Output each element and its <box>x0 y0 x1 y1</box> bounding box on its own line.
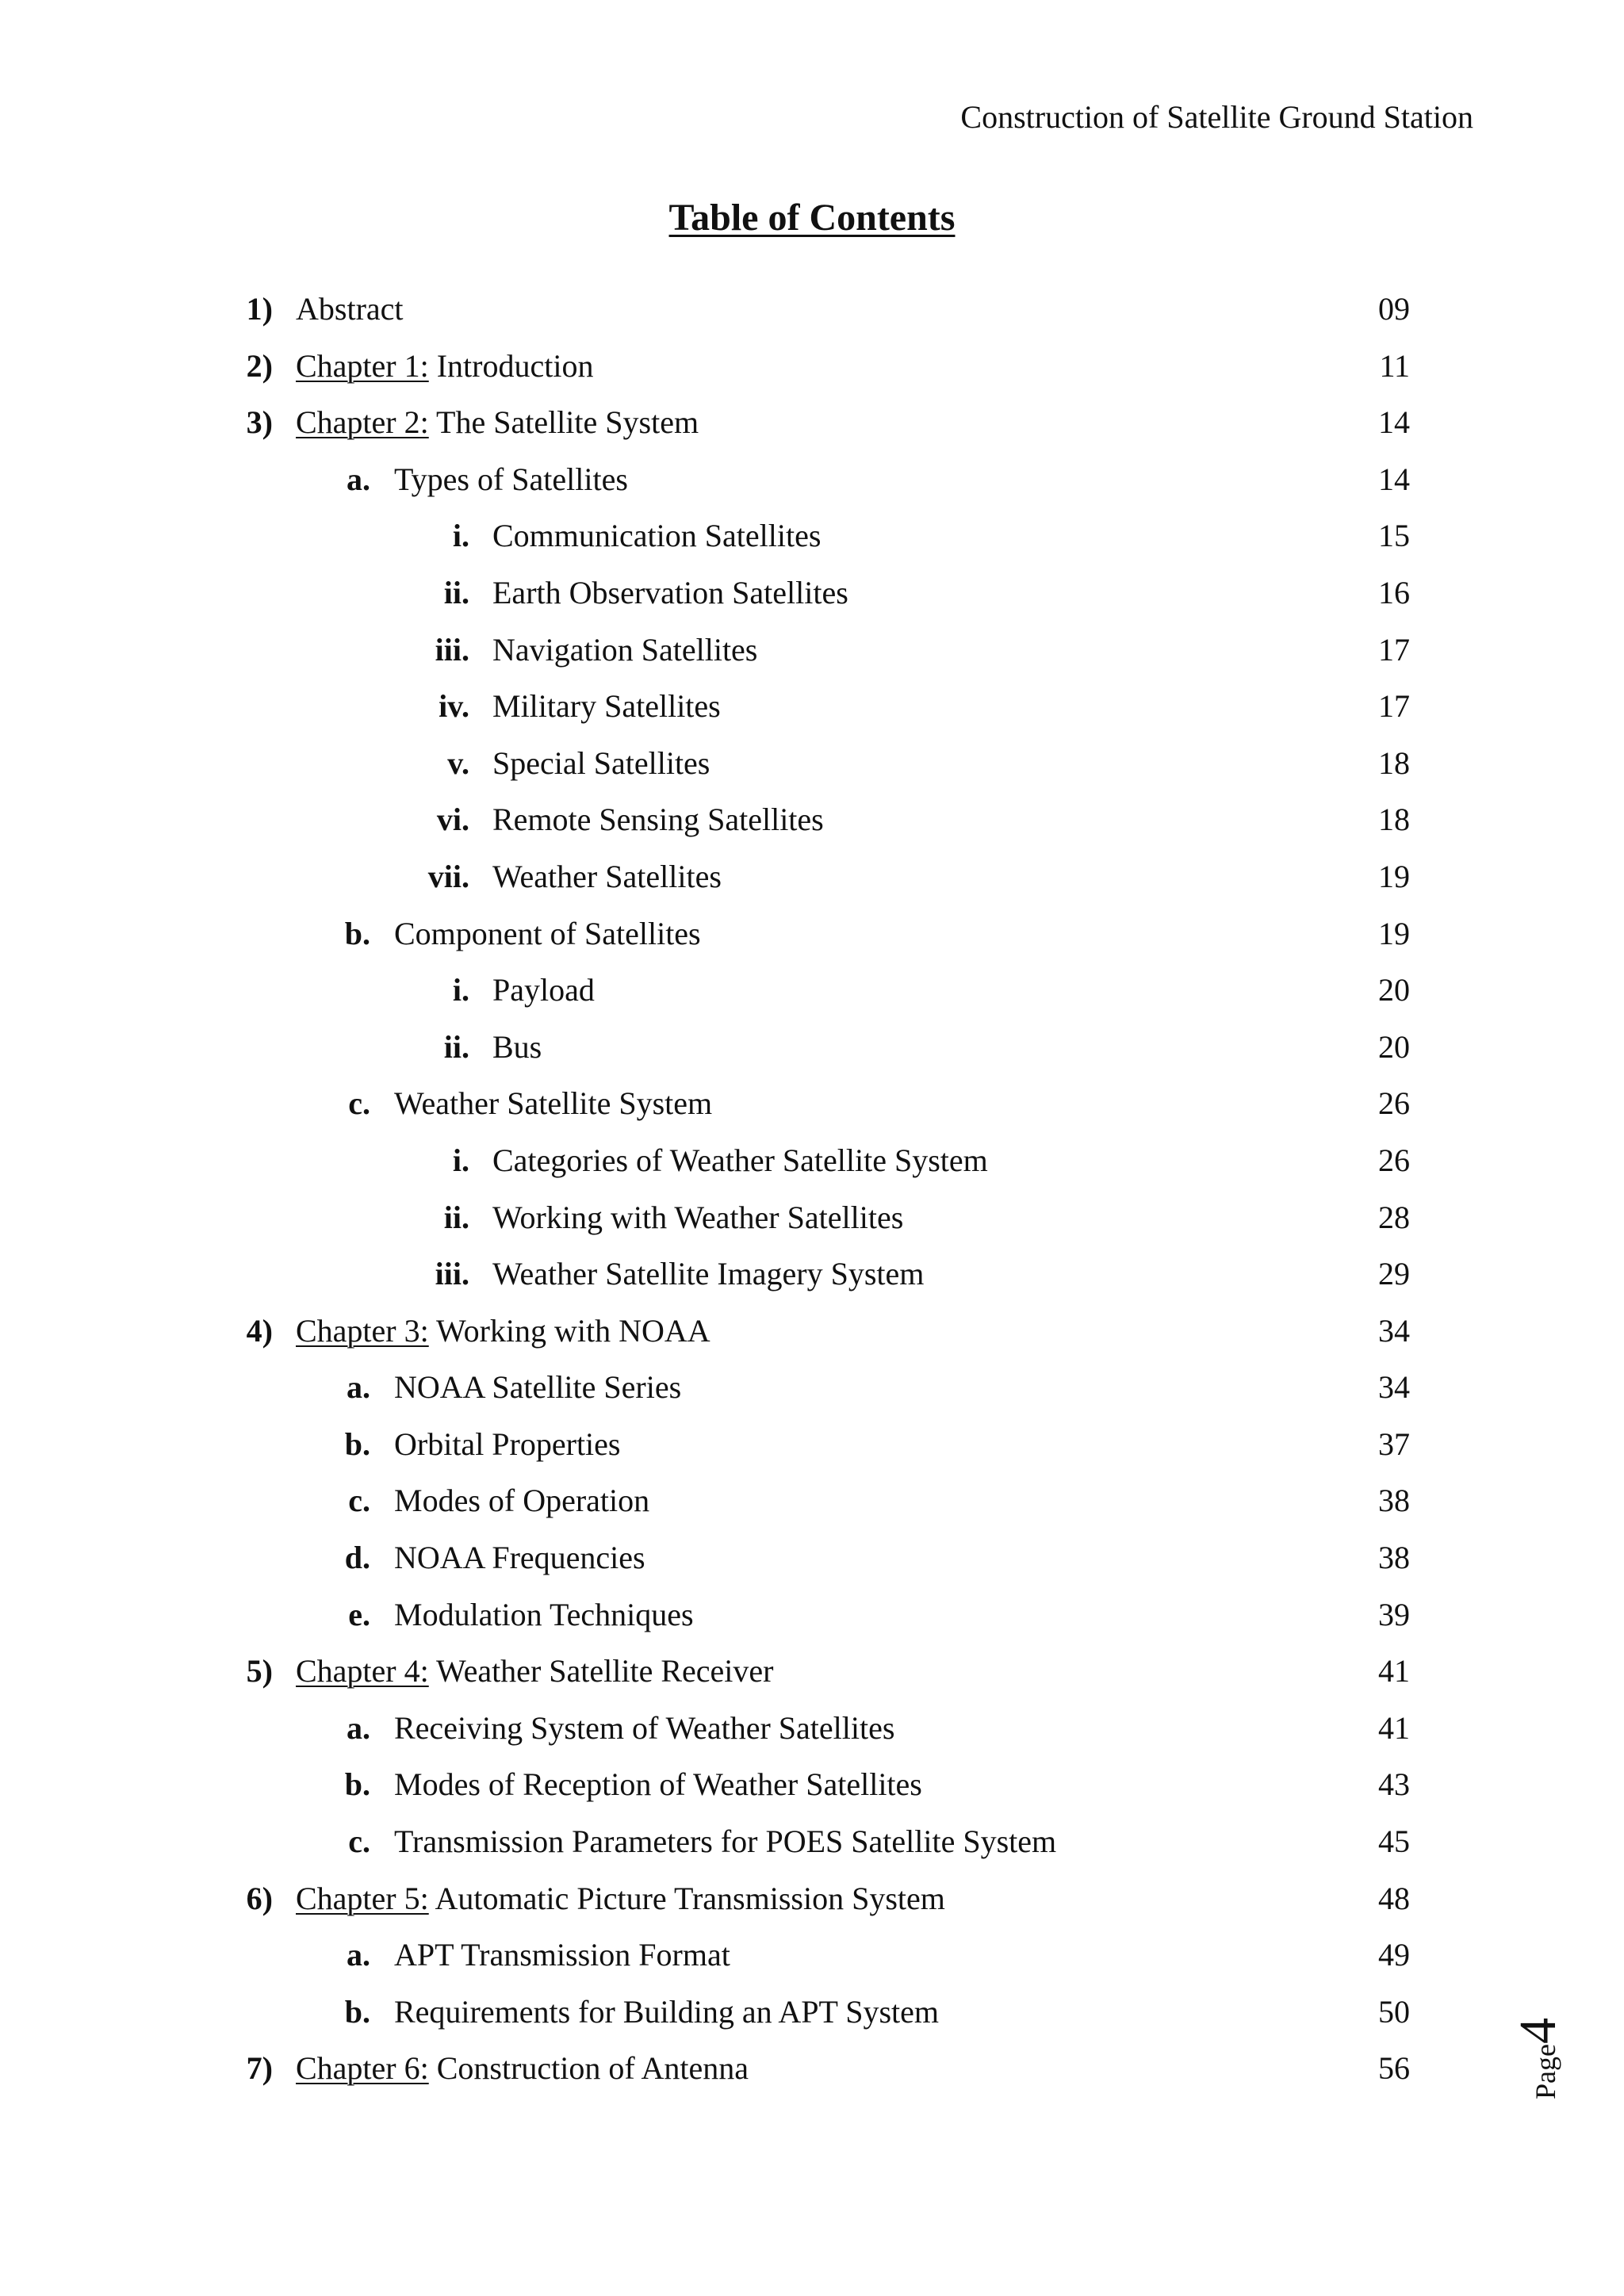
toc-entry-page-number: 14 <box>1378 404 1410 441</box>
toc-entry-page-number: 45 <box>1378 1823 1410 1860</box>
toc-entry-marker: c. <box>348 1085 370 1122</box>
toc-entry-marker: b. <box>344 1425 370 1462</box>
toc-entry-page-number: 17 <box>1378 631 1410 668</box>
toc-entry-text <box>394 1988 939 2036</box>
toc-entry-text <box>394 1421 621 1468</box>
toc-entry-page-number: 29 <box>1378 1256 1410 1292</box>
toc-entry[interactable] <box>0 853 1624 910</box>
toc-chapter-link[interactable]: Chapter 6: <box>296 2050 429 2087</box>
toc-entry-marker: i. <box>452 518 469 554</box>
toc-entry[interactable] <box>0 1591 1624 1648</box>
toc-entry[interactable] <box>0 1421 1624 1478</box>
toc-entry-page-number: 34 <box>1378 1312 1410 1349</box>
toc-entry-marker: a. <box>347 1369 370 1406</box>
toc-entry-title: Introduction <box>428 347 594 384</box>
toc-entry-marker: b. <box>344 915 370 951</box>
toc-entry[interactable] <box>0 740 1624 797</box>
toc-entry-title: Automatic Picture Transmission System <box>428 1880 945 1916</box>
toc-entry-title: Modulation Techniques <box>394 1596 694 1632</box>
toc-entry-page-number: 37 <box>1378 1425 1410 1462</box>
toc-entry-page-number: 14 <box>1378 461 1410 497</box>
running-header: Construction of Satellite Ground Station <box>960 99 1473 135</box>
toc-chapter-link[interactable]: Chapter 4: <box>296 1653 429 1689</box>
toc-entry[interactable] <box>0 796 1624 853</box>
toc-entry[interactable] <box>0 1080 1624 1137</box>
toc-entry[interactable] <box>0 1307 1624 1364</box>
toc-entry-text <box>394 1931 730 1979</box>
toc-entry-text <box>492 683 721 730</box>
toc-entry-text <box>492 626 757 674</box>
toc-entry[interactable] <box>0 399 1624 456</box>
toc-entry-page-number: 19 <box>1378 915 1410 951</box>
toc-entry-title: Working with NOAA <box>428 1312 710 1349</box>
toc-entry[interactable] <box>0 512 1624 569</box>
toc-entry-text <box>394 1591 694 1639</box>
toc-entry-text <box>394 1364 681 1411</box>
toc-entry-marker: d. <box>344 1540 370 1576</box>
toc-entry[interactable] <box>0 1931 1624 1988</box>
toc-entry-title: Communication Satellites <box>492 518 822 554</box>
toc-entry-text <box>492 512 821 560</box>
toc-entry-title: Component of Satellites <box>394 915 701 951</box>
toc-entry[interactable] <box>0 966 1624 1024</box>
toc-entry-marker: ii. <box>443 1199 469 1235</box>
toc-entry-page-number: 16 <box>1378 574 1410 610</box>
toc-entry-text <box>492 1137 988 1184</box>
toc-entry-page-number: 28 <box>1378 1199 1410 1235</box>
toc-chapter-link[interactable]: Chapter 5: <box>296 1880 429 1916</box>
toc-entry-title: Payload <box>492 972 595 1008</box>
toc-entry[interactable] <box>0 1534 1624 1591</box>
toc-entry[interactable] <box>0 1647 1624 1705</box>
toc-entry-marker: e. <box>348 1596 370 1632</box>
toc-entry-marker: iv. <box>439 688 469 725</box>
toc-entry-title: Weather Satellite System <box>394 1085 713 1122</box>
toc-entry-page-number: 49 <box>1378 1937 1410 1973</box>
toc-entry-text <box>394 1705 894 1752</box>
page-footer <box>1509 2012 1568 2099</box>
toc-entry-text <box>492 853 722 901</box>
toc-entry-marker: 3) <box>246 404 273 441</box>
toc-entry-marker: c. <box>348 1483 370 1519</box>
toc-entry[interactable] <box>0 1137 1624 1194</box>
toc-entry-marker: v. <box>447 744 469 781</box>
toc-entry-text <box>296 1647 773 1695</box>
toc-entry-title: Abstract <box>296 291 404 327</box>
toc-title-text: Table of Contents <box>668 197 956 239</box>
toc-entry-title: Weather Satellite Imagery System <box>492 1256 925 1292</box>
toc-entry-title: Types of Satellites <box>394 461 628 497</box>
toc-entry[interactable] <box>0 626 1624 683</box>
toc-entry-text <box>394 1477 649 1525</box>
toc-entry-title: Requirements for Building an APT System <box>394 1993 940 2030</box>
toc-entry[interactable] <box>0 1250 1624 1307</box>
toc-entry-page-number: 43 <box>1378 1766 1410 1803</box>
toc-entry-page-number: 20 <box>1378 972 1410 1008</box>
toc-entry-title: Weather Satellite Receiver <box>428 1653 774 1689</box>
toc-chapter-link[interactable]: Chapter 3: <box>296 1312 429 1349</box>
toc-entry-title: Bus <box>492 1028 542 1065</box>
toc-entry[interactable] <box>0 1194 1624 1251</box>
toc-entry-text <box>492 1194 903 1242</box>
toc-entry-page-number: 18 <box>1378 802 1410 838</box>
toc-entry-page-number: 38 <box>1378 1540 1410 1576</box>
toc-entry[interactable] <box>0 1705 1624 1762</box>
toc-chapter-link[interactable]: Chapter 1: <box>296 347 429 384</box>
toc-entry-marker: 7) <box>246 2050 273 2087</box>
toc-entry-page-number: 39 <box>1378 1596 1410 1632</box>
toc-entry-text <box>492 740 710 787</box>
toc-entry-page-number: 11 <box>1379 347 1410 384</box>
toc-entry[interactable] <box>0 1024 1624 1081</box>
toc-entry[interactable] <box>0 1364 1624 1421</box>
toc-entry-page-number: 41 <box>1378 1653 1410 1689</box>
toc-entry-title: Weather Satellites <box>492 858 722 894</box>
toc-entry-text <box>296 1307 710 1355</box>
page-footer-rotated <box>1509 2012 1568 2099</box>
toc-entry-marker: a. <box>347 1937 370 1973</box>
toc-entry-title: Receiving System of Weather Satellites <box>394 1709 895 1746</box>
toc-entry-text <box>394 1761 922 1808</box>
toc-entry-text <box>394 1818 1056 1866</box>
toc-entry-title: Construction of Antenna <box>428 2050 749 2087</box>
toc-entry-title: Working with Weather Satellites <box>492 1199 904 1235</box>
toc-entry-marker: ii. <box>443 574 469 610</box>
toc-entry-page-number: 56 <box>1378 2050 1410 2087</box>
toc-entry[interactable] <box>0 1988 1624 2045</box>
toc-entry[interactable] <box>0 1875 1624 1932</box>
toc-entry-page-number: 09 <box>1378 291 1410 327</box>
toc-entry-marker: b. <box>344 1766 370 1803</box>
toc-title <box>0 194 1624 242</box>
toc-entry-title: Special Satellites <box>492 744 710 781</box>
toc-entry[interactable] <box>0 1761 1624 1818</box>
toc-entry-title: Military Satellites <box>492 688 721 725</box>
toc-entry[interactable] <box>0 910 1624 967</box>
toc-entry-title: Remote Sensing Satellites <box>492 802 824 838</box>
toc-entry-marker: 2) <box>246 347 273 384</box>
toc-entry-title: Categories of Weather Satellite System <box>492 1142 988 1178</box>
toc-entry-marker: i. <box>452 1142 469 1178</box>
toc-entry-title: Modes of Operation <box>394 1483 650 1519</box>
toc-entry-title: NOAA Frequencies <box>394 1540 645 1576</box>
toc-entry-marker: 6) <box>246 1880 273 1916</box>
toc-entry-text <box>492 569 848 617</box>
toc-entry-title: Transmission Parameters for POES Satellite System <box>394 1823 1057 1860</box>
toc-entry-text <box>394 456 628 503</box>
toc-entry-page-number: 20 <box>1378 1028 1410 1065</box>
toc-entry-page-number: 15 <box>1378 518 1410 554</box>
toc-list <box>0 285 1624 2102</box>
toc-entry[interactable] <box>0 2045 1624 2102</box>
toc-entry-marker: c. <box>348 1823 370 1860</box>
toc-entry-page-number: 50 <box>1378 1993 1410 2030</box>
toc-entry-title: Modes of Reception of Weather Satellites <box>394 1766 922 1803</box>
toc-entry[interactable] <box>0 569 1624 626</box>
toc-entry-marker: a. <box>347 461 370 497</box>
toc-entry-marker: 5) <box>246 1653 273 1689</box>
toc-entry[interactable] <box>0 456 1624 513</box>
toc-entry[interactable] <box>0 285 1624 342</box>
toc-entry-marker: vi. <box>436 802 469 838</box>
toc-entry-page-number: 48 <box>1378 1880 1410 1916</box>
toc-entry-page-number: 26 <box>1378 1085 1410 1122</box>
toc-entry[interactable] <box>0 1818 1624 1875</box>
toc-entry-page-number: 19 <box>1378 858 1410 894</box>
toc-entry-marker: vii. <box>427 858 469 894</box>
toc-entry-text <box>492 1250 924 1298</box>
toc-entry-marker: ii. <box>443 1028 469 1065</box>
toc-entry-marker: iii. <box>435 631 469 668</box>
toc-entry-title: Navigation Satellites <box>492 631 758 668</box>
toc-entry-text <box>492 796 824 844</box>
toc-entry-marker: 1) <box>246 291 273 327</box>
toc-entry-text <box>394 1534 645 1582</box>
page-number: 4 <box>1509 2018 1567 2045</box>
toc-entry-page-number: 17 <box>1378 688 1410 725</box>
toc-chapter-link[interactable]: Chapter 2: <box>296 404 429 441</box>
toc-entry-title: Earth Observation Satellites <box>492 574 848 610</box>
toc-entry-text <box>394 910 701 958</box>
toc-entry-page-number: 26 <box>1378 1142 1410 1178</box>
toc-entry[interactable] <box>0 1477 1624 1534</box>
toc-entry-title: NOAA Satellite Series <box>394 1369 682 1406</box>
page-label: Page <box>1530 2044 1561 2099</box>
toc-entry-page-number: 38 <box>1378 1483 1410 1519</box>
toc-entry-marker: a. <box>347 1709 370 1746</box>
toc-entry-marker: iii. <box>435 1256 469 1292</box>
toc-entry-text <box>492 966 595 1014</box>
toc-entry-text <box>296 2045 749 2092</box>
toc-entry-title: APT Transmission Format <box>394 1937 730 1973</box>
toc-entry-text <box>492 1024 542 1071</box>
toc-entry-marker: i. <box>452 972 469 1008</box>
toc-entry-text <box>296 1875 945 1923</box>
toc-entry-page-number: 41 <box>1378 1709 1410 1746</box>
toc-entry[interactable] <box>0 683 1624 740</box>
toc-entry-marker: b. <box>344 1993 370 2030</box>
toc-entry-page-number: 18 <box>1378 744 1410 781</box>
toc-entry-text <box>394 1080 712 1127</box>
toc-entry-text <box>296 342 593 390</box>
toc-entry-page-number: 34 <box>1378 1369 1410 1406</box>
toc-entry[interactable] <box>0 342 1624 400</box>
toc-entry-text <box>296 399 699 446</box>
toc-entry-text <box>296 285 404 333</box>
toc-entry-title: Orbital Properties <box>394 1425 621 1462</box>
toc-entry-marker: 4) <box>246 1312 273 1349</box>
toc-entry-title: The Satellite System <box>428 404 699 441</box>
